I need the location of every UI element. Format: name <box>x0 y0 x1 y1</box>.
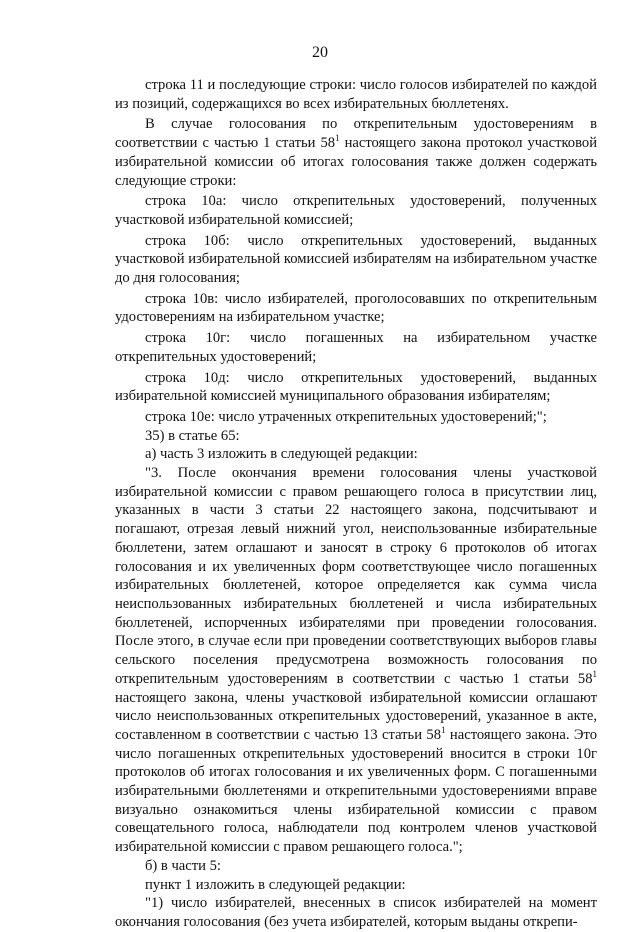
paragraph: строка 10а: число открепительных удостоверений, полученных участковой избирательной комиссией; <box>115 193 597 228</box>
paragraph: строка 10в: число избирателей, проголосовавших по открепительным удостоверениям на избирательном участке; <box>115 290 597 326</box>
document-body <box>115 76 597 932</box>
paragraph: строка 10б: число открепительных удостоверений, выданных участковой избирательной комиссией избирателям на избирательном участке до дня голосования; <box>115 232 597 287</box>
superscript: 1 <box>441 724 446 735</box>
paragraph: строка 10е: число утраченных открепительных удостоверений;"; <box>145 408 547 425</box>
paragraph: В случае голосования по открепительным удостоверениям в соответствии с частью 1 статьи $58^1$ настоящего закона протокол участковой избирательной комиссии об итогах голосования также должен содержать следующие строки: <box>115 116 598 189</box>
paragraph: 35) в статье 65: <box>145 427 240 444</box>
paragraph: строка 10д: число открепительных удостоверений, выданных избирательной комиссией муниципального образования избирателям; <box>115 369 597 405</box>
paragraph: "3. После окончания времени голосования члены участковой избирательной комиссии с правом решающего голоса в присутствии лиц, указанных в части 3 статьи 22 настоящего закона, подсчитывают и погашают, отрезая левый нижний угол, неиспользованные избирательные бюллетени, затем оглашают и заносят в строку 6 протоколов об итогах голосования и их увеличенных форм соответствующее число погашенных избирательных бюллетеней, которое определяется как сумма числа неиспользованных избирательных бюллетеней и числа избирательных бюллетеней, испорченных избирателями при проведении голосования. После этого, в случае если при проведении соответствующих выборов главы сельского поселения предусмотрена возможность голосования по открепительным удостоверениям в соответствии с частью 1 статьи $58^1$ настоящего закона, члены участковой избирательной комиссии оглашают число неиспользованных открепительных удостоверений, указанное в акте, составленном в соответствии с частью 13 статьи $58^1$ настоящего закона. Это число погашенных открепительных удостоверений вносится в строки 10г протоколов об итогах голосования и их увеличенных форм. С погашенными избирательными бюллетенями и открепительными удостоверениями вправе визуально ознакомиться члены избирательной комиссии с правом совещательного голоса, наблюдатели под контролем членов участковой избирательной комиссии с правом решающего голоса."; <box>115 465 597 856</box>
superscript: 1 <box>335 133 340 144</box>
paragraph: б) в части 5: <box>145 857 221 874</box>
paragraph: строка 10г: число погашенных на избирательном участке открепительных удостоверений; <box>115 330 597 365</box>
paragraph: "1) число избирателей, внесенных в список избирателей на момент окончания голосования (без учета избирателей, которым выданы открепи- <box>115 895 597 930</box>
paragraph: а) часть 3 изложить в следующей редакции: <box>145 446 418 463</box>
paragraph: пункт 1 изложить в следующей редакции: <box>145 876 406 893</box>
superscript: 1 <box>592 668 597 679</box>
paragraph: строка 11 и последующие строки: число голосов избирателей по каждой из позиций, содержащихся во всех избирательных бюллетенях. <box>115 77 597 112</box>
page-number: 20 <box>312 44 328 61</box>
